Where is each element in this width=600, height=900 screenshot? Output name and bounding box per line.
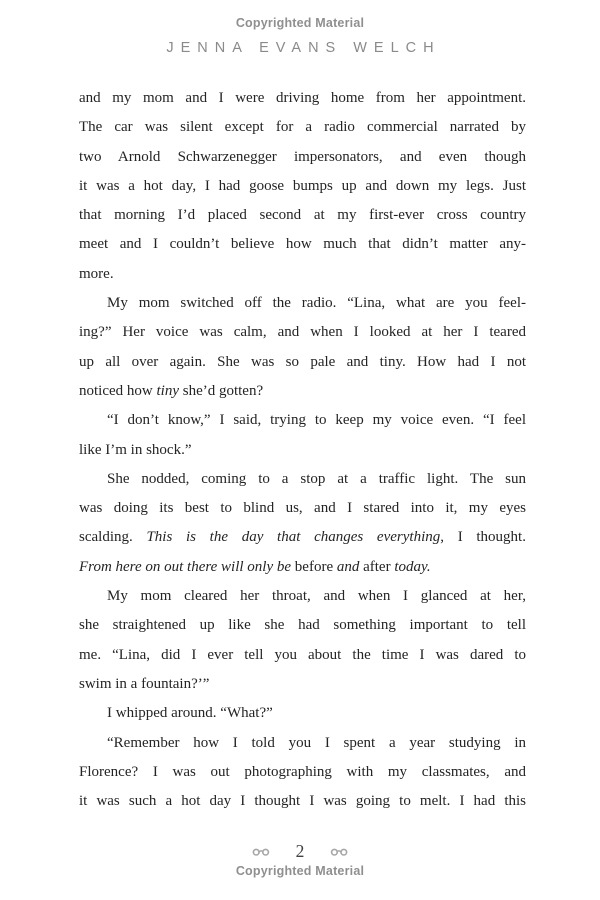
italic-text-run: From here on out there will only be [79,558,292,575]
text-run: meet and I couldn’t believe how much that didn’t matter any- [79,236,526,253]
text-line [79,641,526,670]
text-run: it was a hot day, I had goose bumps up and down my legs. Just [79,177,526,194]
author-name: JENNA EVANS WELCH [166,40,441,56]
text-line [79,143,526,172]
text-run: me. “Lina, did I ever tell you about the time I was dared to [79,646,526,663]
text-run: The car was silent except for a radio commercial narrated by [79,119,526,136]
text-line [79,84,526,113]
copyright-notice-bottom: Copyrighted Material [235,864,365,878]
text-line [79,260,526,289]
text-run: after [359,558,395,575]
text-line [79,318,526,347]
text-run: scalding. [79,529,147,546]
text-line [79,758,526,787]
text-run: she’d gotten? [178,382,264,399]
text-line [79,348,526,377]
text-line [79,465,526,494]
italic-text-run: This is the day that changes everything [146,529,441,546]
text-line [79,201,526,230]
text-line [79,670,526,699]
text-run: , I thought. [440,529,526,546]
text-run: it was such a hot day I thought I was going to melt. I had this [79,793,526,810]
text-run: She nodded, coming to a stop at a traffic light. The sun [107,470,526,487]
text-line [79,582,526,611]
text-run: noticed how [79,382,157,399]
italic-text-run: and [336,558,360,575]
italic-text-run: today. [394,558,431,575]
text-run: ing?” Her voice was calm, and when I looked at her I teared [79,324,526,341]
text-run: more. [79,265,114,282]
text-line [79,553,526,582]
text-line [79,494,526,523]
page-number: 2 [295,841,305,861]
text-line [79,172,526,201]
text-line [79,436,526,465]
page-footer [0,841,600,862]
text-run: she straightened up like she had something important to tell [79,617,526,634]
copyright-notice-top: Copyrighted Material [235,16,365,30]
text-run: two Arnold Schwarzenegger impersonators, and even though [79,148,526,165]
body-text [79,84,526,816]
italic-text-run: tiny [156,382,179,399]
text-run: “Remember how I told you I spent a year studying in [107,734,526,751]
text-run: Florence? I was out photographing with my classmates, and [79,763,526,780]
text-run: like I’m in shock.” [79,441,192,458]
text-run: and my mom and I were driving home from her appointment. [79,90,526,106]
text-run: I whipped around. “What?” [107,705,273,722]
text-line [79,406,526,435]
text-run: that morning I’d placed second at my first-ever cross country [79,207,526,224]
text-run: before [291,558,337,575]
swirl-ornament-right-icon [328,847,349,857]
text-line [79,230,526,259]
text-line [79,377,526,406]
text-line [79,289,526,318]
swirl-ornament-left-icon [251,847,272,857]
text-line [79,611,526,640]
text-run: swim in a fountain?’” [79,675,210,692]
text-line [79,523,526,552]
text-line [79,787,526,816]
text-run: up all over again. She was so pale and tiny. How had I not [79,353,526,370]
text-run: My mom cleared her throat, and when I glanced at her, [107,588,526,605]
text-run: “I don’t know,” I said, trying to keep my voice even. “I feel [107,412,526,429]
text-line [79,699,526,728]
text-line [79,113,526,142]
text-run: was doing its best to blind us, and I stared into it, my eyes [79,500,526,517]
text-run: My mom switched off the radio. “Lina, what are you feel- [107,295,526,312]
text-line [79,729,526,758]
